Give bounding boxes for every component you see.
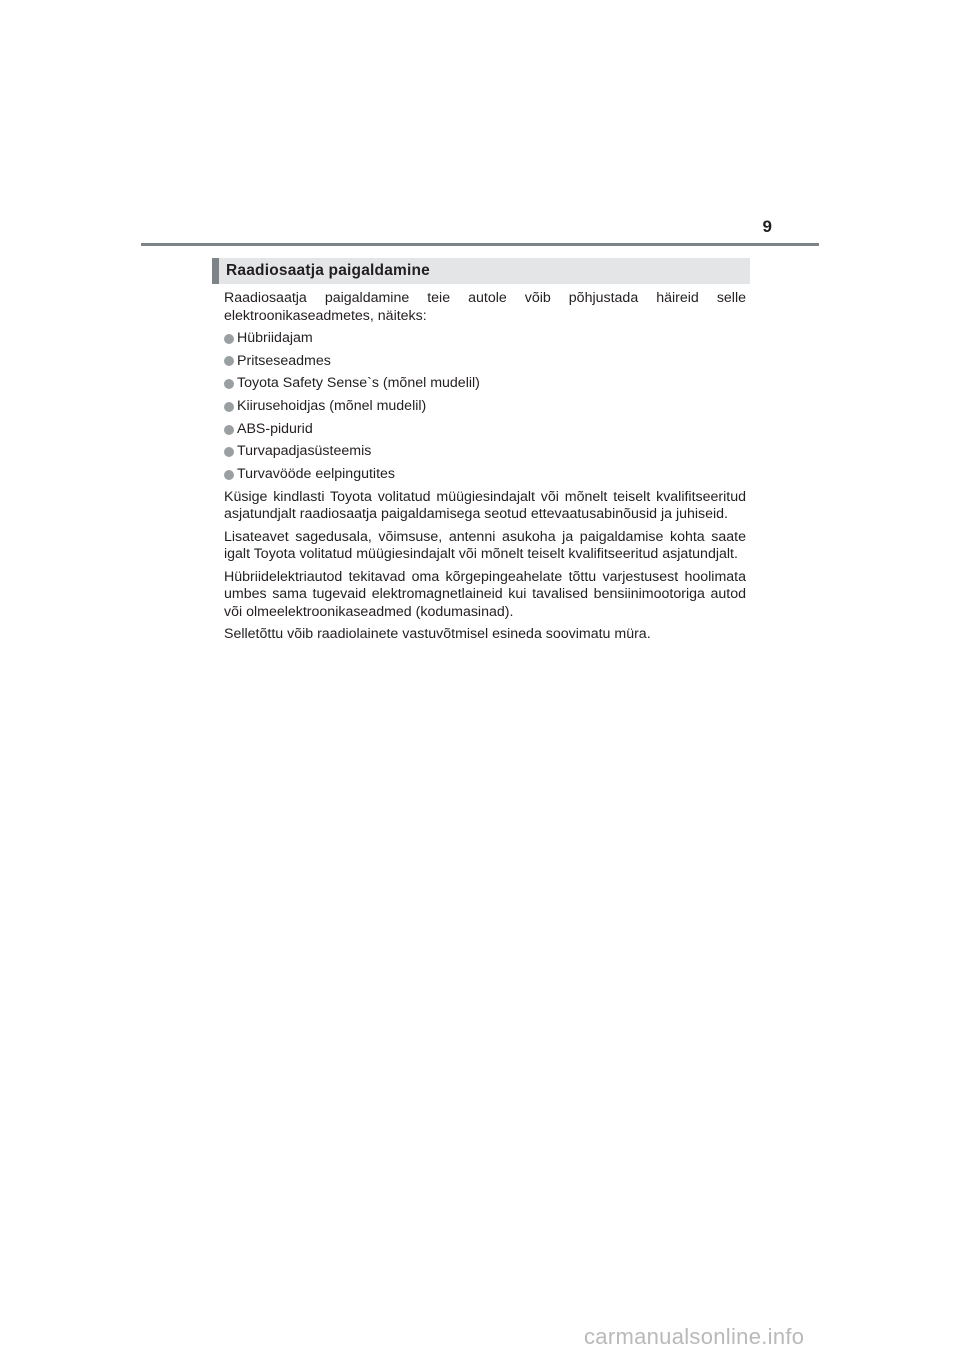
section-body: [224, 290, 746, 649]
list-item: [224, 443, 746, 461]
list-item-label: Hübriidajam: [237, 330, 313, 346]
bullet-dot-icon: [224, 402, 234, 412]
bullet-dot-icon: [224, 425, 234, 435]
bullet-dot-icon: [224, 470, 234, 480]
section-heading-label: Raadiosaatja paigaldamine: [226, 262, 430, 279]
list-item: [224, 421, 746, 439]
hybrid-emission-paragraph: Hübriidelektriautod tekitavad oma kõrgepingeahelate tõttu varjestusest hoolimata umbes sama tugevaid elektromagnetlaineid kui tavalised bensiinimootoriga autod või olmeelektroonikaseadmed (kodumasinad).: [224, 568, 746, 620]
intro-paragraph: Raadiosaatja paigaldamine teie autole võib põhjustada häireid selle elektroonikaseadmetes, näiteks:: [224, 290, 746, 324]
list-item: [224, 353, 746, 371]
list-item: [224, 375, 746, 393]
list-item-label: Turvapadjasüsteemis: [237, 443, 372, 460]
list-item-label: ABS-pidurid: [237, 420, 313, 437]
list-item: [224, 466, 746, 484]
device-list: [224, 330, 746, 484]
section-heading: [212, 258, 750, 284]
list-item: [224, 330, 746, 348]
watermark-text: carmanualsonline.info: [584, 1324, 805, 1349]
page-number: 9: [762, 217, 772, 236]
dealer-advice-paragraph: Küsige kindlasti Toyota volitatud müügiesindajalt või mõnelt teiselt kvalifitseeritud asjatundjalt raadiosaatja paigaldamisega seotud ettevaatusabinõusid ja juhiseid.: [224, 488, 746, 523]
more-info-paragraph: Lisateavet sagedusala, võimsuse, antenni asukoha ja paigaldamise kohta saate igalt Toyota volitatud müügiesindajalt või mõnelt teiselt kvalifitseeritud asjatundjalt.: [224, 528, 746, 563]
list-item-label: Pritseseadmes: [237, 352, 331, 369]
bullet-dot-icon: [224, 447, 234, 457]
noise-paragraph: Selletõttu võib raadiolainete vastuvõtmisel esineda soovimatu müra.: [224, 626, 651, 643]
bullet-dot-icon: [224, 356, 234, 366]
list-item: [224, 398, 746, 416]
header-rule: [141, 243, 819, 246]
list-item-label: Kiirusehoidjas (mõnel mudelil): [237, 398, 427, 415]
bullet-dot-icon: [224, 334, 234, 344]
list-item-label: Toyota Safety Sense`s (mõnel mudelil): [237, 375, 480, 392]
list-item-label: Turvavööde eelpingutites: [237, 466, 396, 483]
bullet-dot-icon: [224, 379, 234, 389]
